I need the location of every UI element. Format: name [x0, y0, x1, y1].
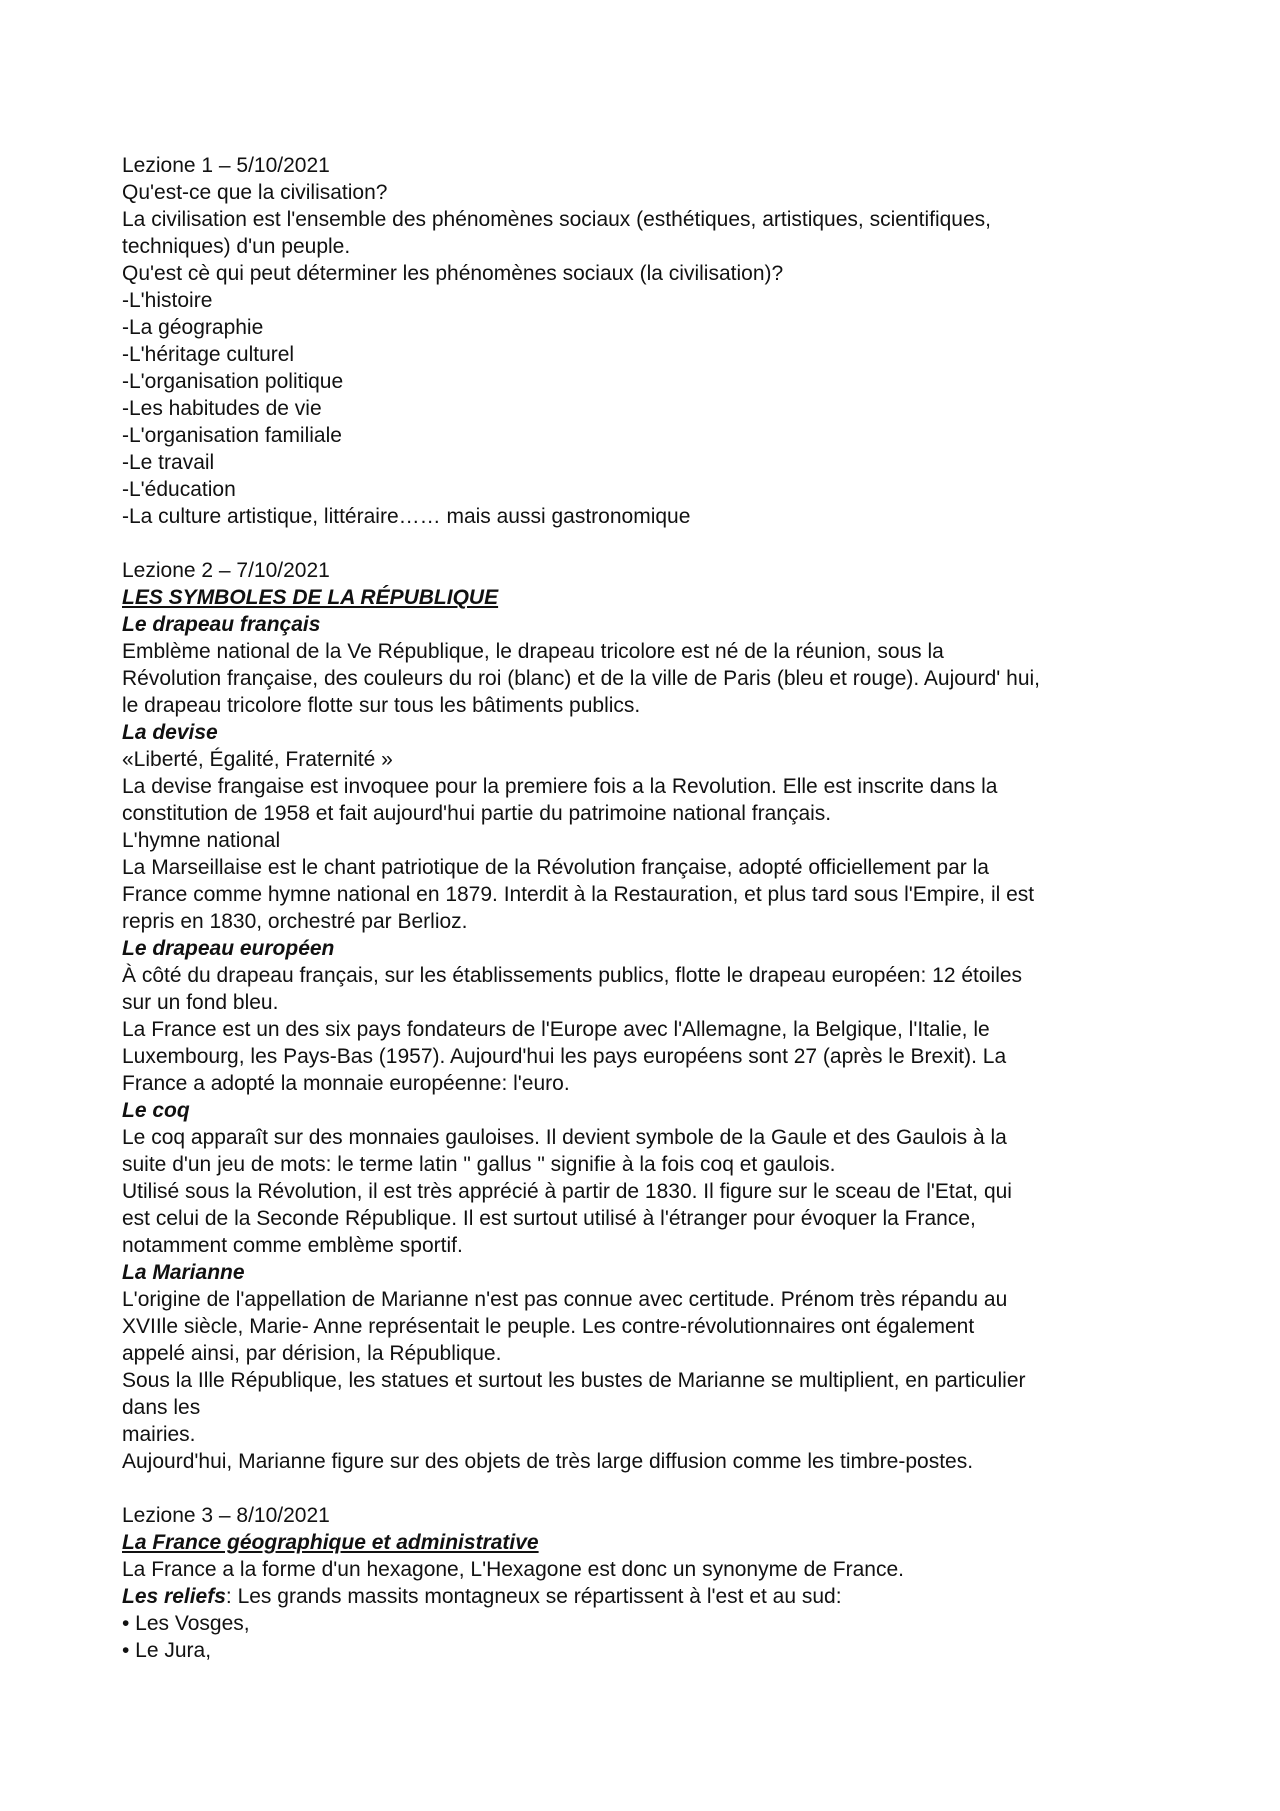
eu-line: À côté du drapeau français, sur les établissements publics, flotte le drapeau européen: 12 étoiles: [122, 964, 1023, 987]
motto-line: «Liberté, Égalité, Fraternité »: [122, 748, 393, 771]
marianne-line: dans les: [122, 1396, 201, 1419]
hexagon-line: La France a la forme d'un hexagone, L'Hexagone est donc un synonyme de France.: [122, 1558, 905, 1581]
factor-item: -Le travail: [122, 451, 215, 474]
rooster-line: suite d'un jeu de mots: le terme latin " gallus " signifie à la fois coq et gaulois.: [122, 1153, 836, 1176]
spacer: [122, 530, 1180, 557]
factor-item: -L'héritage culturel: [122, 343, 295, 366]
marianne-heading: La Marianne: [122, 1261, 245, 1284]
marianne-line: Aujourd'hui, Marianne figure sur des objets de très large diffusion comme les timbre-postes.: [122, 1450, 974, 1473]
marianne-line: appelé ainsi, par dérision, la République.: [122, 1342, 502, 1365]
eu-line: Luxembourg, les Pays-Bas (1957). Aujourd'hui les pays européens sont 27 (après le Brexit). La: [122, 1045, 1007, 1068]
anthem-line: France comme hymne national en 1879. Interdit à la Restauration, et plus tard sous l'Empire, il est: [122, 883, 1035, 906]
lesson3-title: La France géographique et administrative: [122, 1531, 539, 1554]
bullet-item: • Les Vosges,: [122, 1612, 250, 1635]
eu-line: France a adopté la monnaie européenne: l'euro.: [122, 1072, 570, 1095]
spacer: [122, 1475, 1180, 1502]
eu-line: La France est un des six pays fondateurs de l'Europe avec l'Allemagne, la Belgique, l'Italie, le: [122, 1018, 990, 1041]
factor-item: -L'éducation: [122, 478, 236, 501]
lesson2-title: LES SYMBOLES DE LA RÉPUBLIQUE: [122, 586, 499, 609]
document-page: [122, 152, 1180, 1664]
flag-line: le drapeau tricolore flotte sur tous les bâtiments publics.: [122, 694, 641, 717]
factor-item: -L'histoire: [122, 289, 213, 312]
bullet-item: • Le Jura,: [122, 1639, 212, 1662]
eu-line: sur un fond bleu.: [122, 991, 279, 1014]
anthem-heading: L'hymne national: [122, 829, 281, 852]
eu-flag-heading: Le drapeau européen: [122, 937, 335, 960]
reliefs-line: [122, 1583, 1180, 1610]
marianne-line: XVIIle siècle, Marie- Anne représentait le peuple. Les contre-révolutionnaires ont également: [122, 1315, 975, 1338]
motto-line: constitution de 1958 et fait aujourd'hui partie du patrimoine national français.: [122, 802, 832, 825]
rooster-line: Utilisé sous la Révolution, il est très apprécié à partir de 1830. Il figure sur le sceau de l'Etat, qui: [122, 1180, 1012, 1203]
rooster-line: notamment comme emblème sportif.: [122, 1234, 463, 1257]
flag-line: Emblème national de la Ve République, le drapeau tricolore est né de la réunion, sous la: [122, 640, 944, 663]
factor-item: -La culture artistique, littéraire…… mais aussi gastronomique: [122, 505, 691, 528]
factor-item: -L'organisation familiale: [122, 424, 342, 447]
lesson2-header: Lezione 2 – 7/10/2021: [122, 559, 330, 582]
anthem-line: repris en 1830, orchestré par Berlioz.: [122, 910, 468, 933]
motto-heading: La devise: [122, 721, 218, 744]
rooster-heading: Le coq: [122, 1099, 190, 1122]
lesson1-question2: Qu'est cè qui peut déterminer les phénomènes sociaux (la civilisation)?: [122, 262, 784, 285]
lesson1-header: Lezione 1 – 5/10/2021: [122, 154, 330, 177]
lesson1-definition-line1: La civilisation est l'ensemble des phénomènes sociaux (esthétiques, artistiques, scientifiques,: [122, 208, 991, 231]
motto-line: La devise frangaise est invoquee pour la premiere fois a la Revolution. Elle est inscrite dans la: [122, 775, 998, 798]
marianne-line: mairies.: [122, 1423, 196, 1446]
factor-item: -L'organisation politique: [122, 370, 344, 393]
lesson3-header: Lezione 3 – 8/10/2021: [122, 1504, 330, 1527]
marianne-line: Sous la Ille République, les statues et surtout les bustes de Marianne se multiplient, en particulier: [122, 1369, 1026, 1392]
lesson1-question: Qu'est-ce que la civilisation?: [122, 181, 388, 204]
factor-item: -La géographie: [122, 316, 264, 339]
flag-line: Révolution française, des couleurs du roi (blanc) et de la ville de Paris (bleu et rouge). Aujourd' hui,: [122, 667, 1041, 690]
rooster-line: Le coq apparaît sur des monnaies gauloises. Il devient symbole de la Gaule et des Gaulois à la: [122, 1126, 1007, 1149]
rooster-line: est celui de la Seconde République. Il est surtout utilisé à l'étranger pour évoquer la France,: [122, 1207, 976, 1230]
reliefs-text: : Les grands massits montagneux se répartissent à l'est et au sud:: [225, 1585, 842, 1608]
factor-item: -Les habitudes de vie: [122, 397, 322, 420]
anthem-line: La Marseillaise est le chant patriotique de la Révolution française, adopté officiellement par la: [122, 856, 989, 879]
marianne-line: L'origine de l'appellation de Marianne n'est pas connue avec certitude. Prénom très répandu au: [122, 1288, 1008, 1311]
flag-heading: Le drapeau français: [122, 613, 321, 636]
lesson1-definition-line2: techniques) d'un peuple.: [122, 235, 351, 258]
reliefs-label: Les reliefs: [122, 1585, 226, 1608]
